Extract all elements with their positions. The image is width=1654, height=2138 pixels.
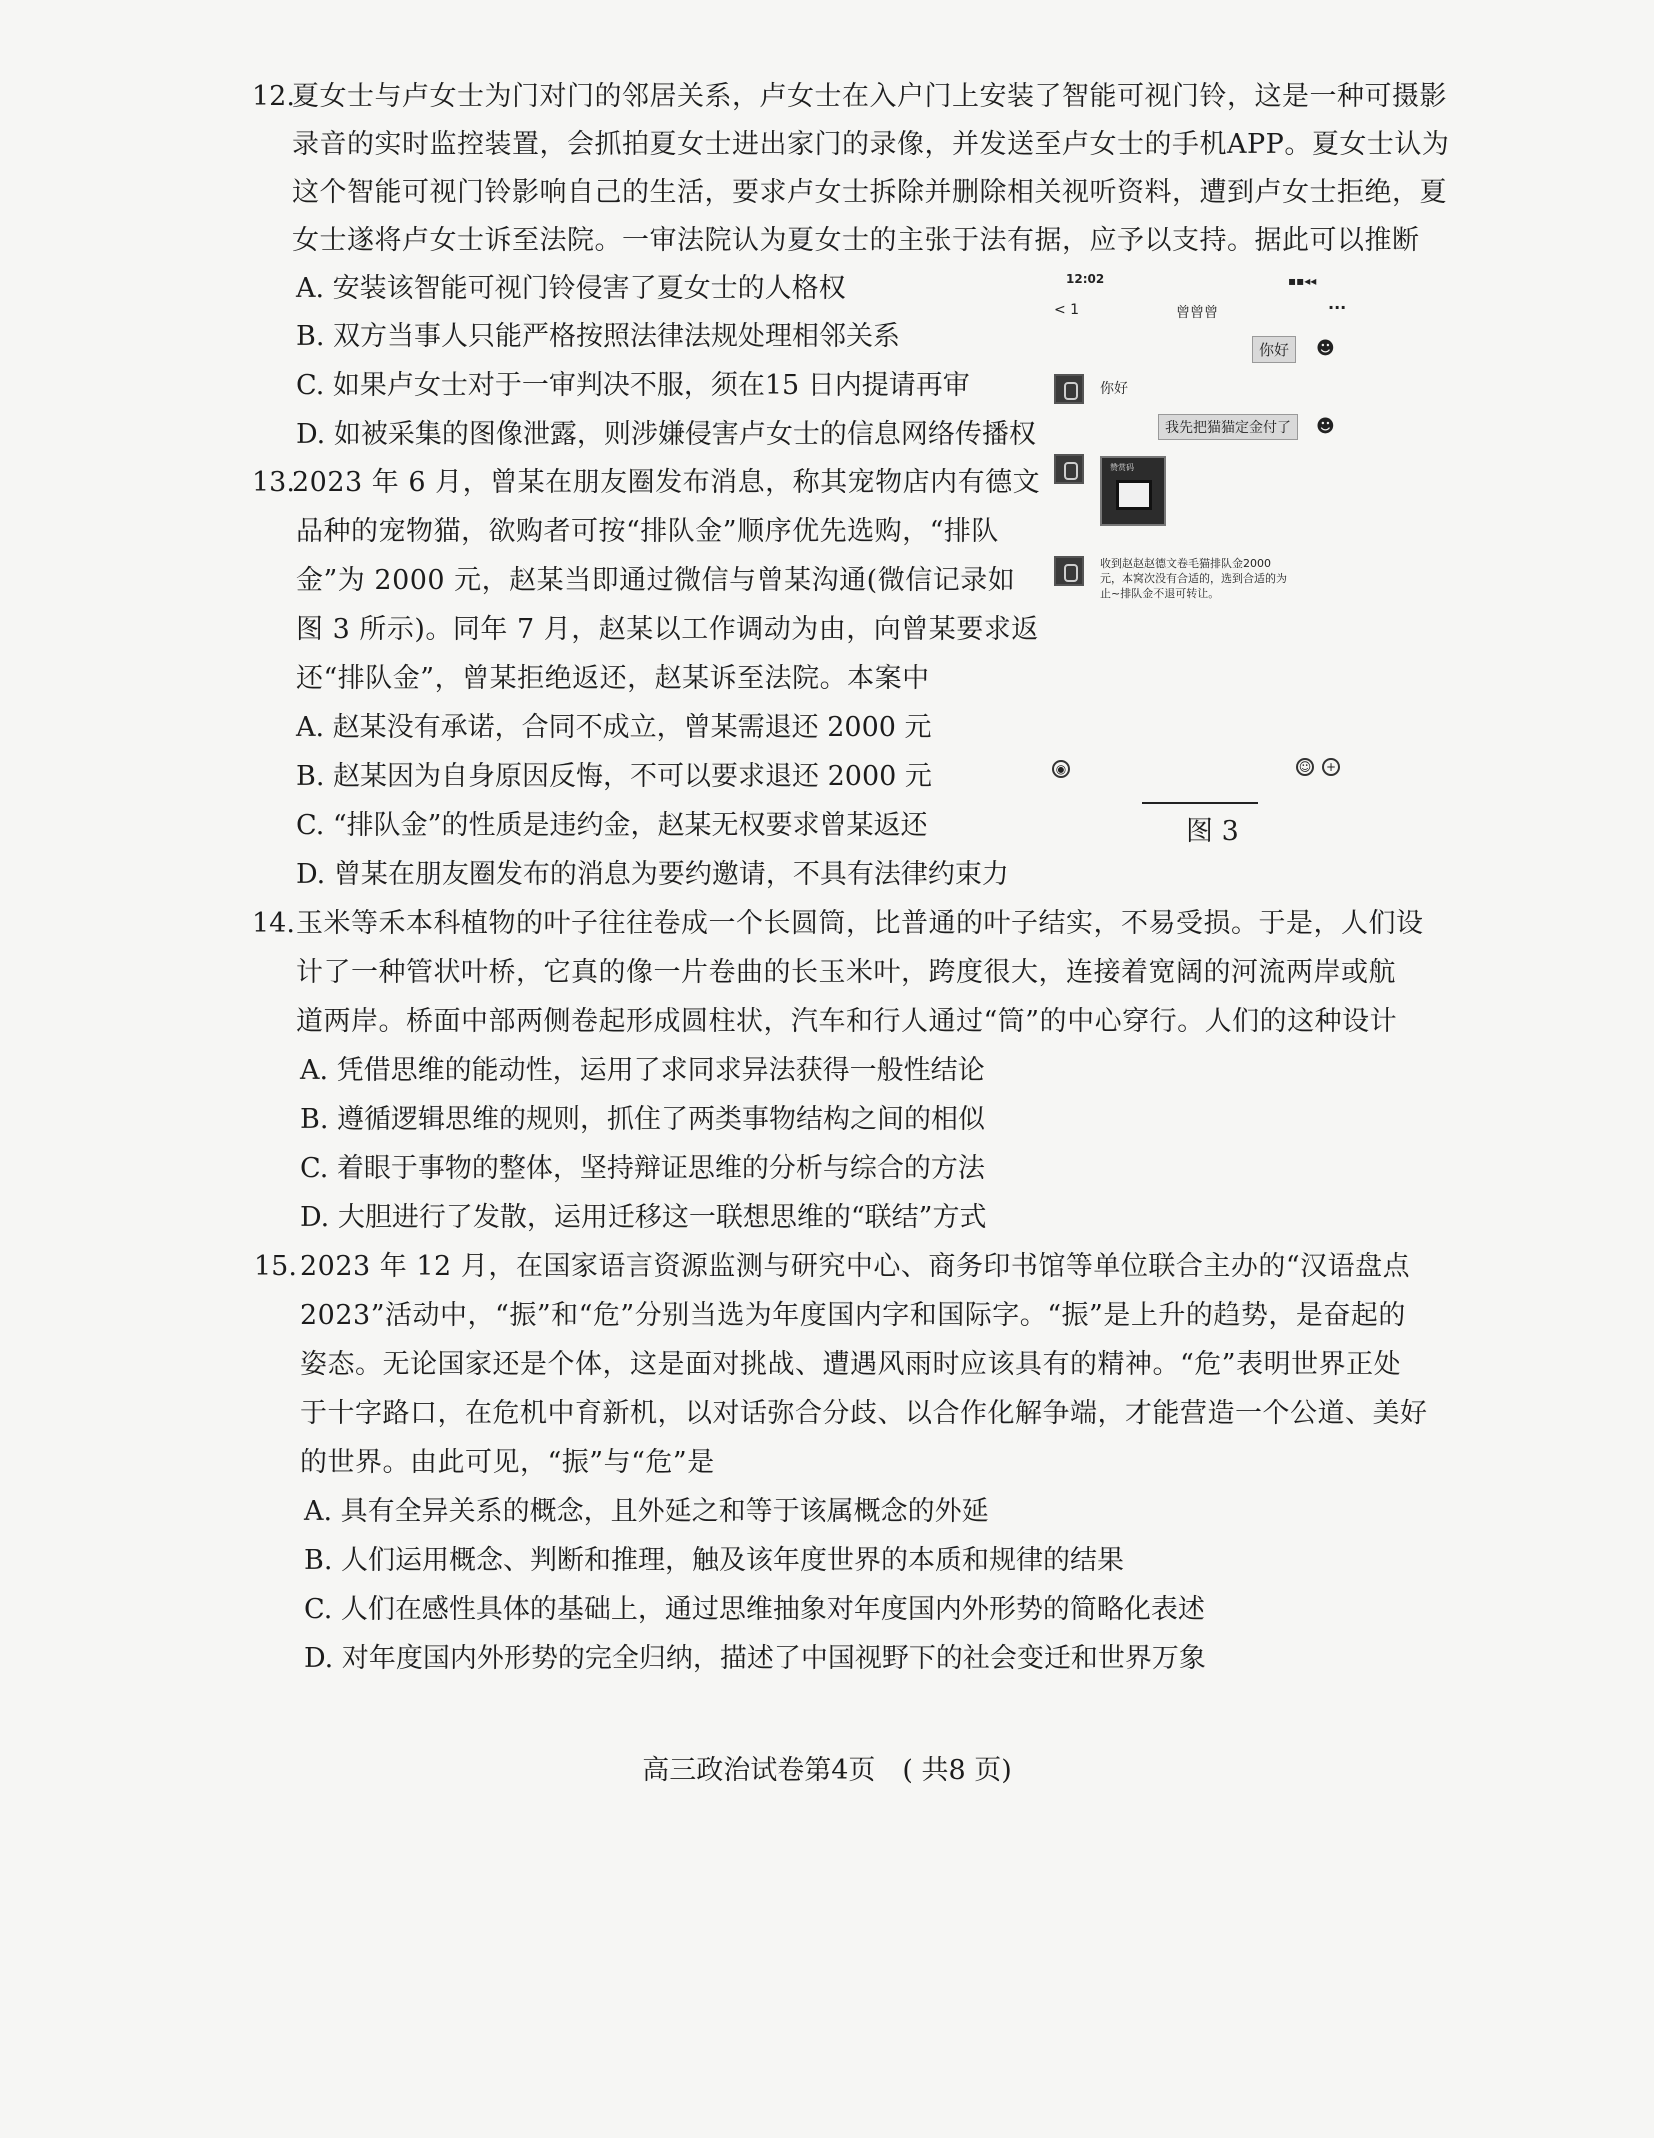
chat-back-icon: < 1 [1054,302,1080,318]
avatar-me-icon: ☻ [1316,338,1335,359]
q12-option-c: C. 如果卢女士对于一审判决不服，须在15 日内提请再审 [296,370,970,401]
chat-contact-name: 曾曾曾 [1176,305,1218,321]
q14-stem-line-3: 道两岸。桥面中部两侧卷起形成圆柱状，汽车和行人通过“筒”的中心穿行。人们的这种设计 [296,1006,1398,1037]
q13-stem-line-5: 还“排队金”，曾某拒绝返还，赵某诉至法院。本案中 [296,663,930,694]
q15-option-d: D. 对年度国内外形势的完全归纳，描述了中国视野下的社会变迁和世界万象 [304,1643,1206,1674]
signal-icon: ▪▪◂◂ [1288,274,1317,288]
emoji-icon: ☺ [1296,758,1314,776]
avatar-other-icon [1054,374,1084,404]
q12-stem-line-2: 录音的实时监控装置，会抓拍夏女士进出家门的录像，并发送至卢女士的手机APP。夏女士认为 [292,129,1450,160]
chat-more-icon: ··· [1328,298,1347,317]
qr-code-icon [1100,456,1166,526]
avatar-other-icon [1054,556,1084,586]
q14-option-d: D. 大胆进行了发散，运用迁移这一联想思维的“联结”方式 [300,1202,987,1233]
q12-option-d: D. 如被采集的图像泄露，则涉嫌侵害卢女士的信息网络传播权 [296,419,1036,450]
q14-option-a: A. 凭借思维的能动性，运用了求同求异法获得一般性结论 [300,1055,985,1086]
avatar-other-icon [1054,454,1084,484]
q15-stem-line-2: 2023”活动中，“振”和“危”分别当选为年度国内字和国际字。“振”是上升的趋势，是奋起的 [300,1300,1406,1331]
q12-number: 12. [252,81,295,112]
avatar-me-icon: ☻ [1316,416,1335,437]
q13-stem-line-3: 金”为 2000 元，赵某当即通过微信与曾某沟通(微信记录如 [296,565,1016,596]
chat-bubble-other-1: 你好 [1100,381,1128,397]
q13-option-c: C. “排队金”的性质是违约金，赵某无权要求曾某返还 [296,810,928,841]
q15-option-b: B. 人们运用概念、判断和推理，触及该年度世界的本质和规律的结果 [304,1545,1125,1576]
q15-number: 15. [254,1251,297,1282]
q12-option-b: B. 双方当事人只能严格按照法律法规处理相邻关系 [296,321,901,352]
q14-option-b: B. 遵循逻辑思维的规则，抓住了两类事物结构之间的相似 [300,1104,986,1135]
q12-option-a: A. 安装该智能可视门铃侵害了夏女士的人格权 [296,273,846,304]
q15-option-c: C. 人们在感性具体的基础上，通过思维抽象对年度国内外形势的简略化表述 [304,1594,1205,1625]
q13-number: 13. [252,467,295,498]
chat-bubble-other-2: 收到赵赵赵德文卷毛猫排队金2000元，本窝次没有合适的，选到合适的为止~排队金不退可转让。 [1100,557,1287,600]
q13-option-d: D. 曾某在朋友圈发布的消息为要约邀请，不具有法律约束力 [296,859,1009,890]
q14-stem-line-2: 计了一种管状叶桥，它真的像一片卷曲的长玉米叶，跨度很大，连接着宽阔的河流两岸或航 [296,957,1396,988]
q13-option-a: A. 赵某没有承诺，合同不成立，曾某需退还 2000 元 [296,712,932,743]
figure-3-caption: 图 3 [1186,816,1239,847]
q14-option-c: C. 着眼于事物的整体，坚持辩证思维的分析与综合的方法 [300,1153,985,1184]
q14-number: 14. [252,908,295,939]
chat-bubble-me-1: 你好 [1252,336,1296,363]
q13-stem-line-1: 2023 年 6 月，曾某在朋友圈发布消息，称其宠物店内有德文 [292,467,1041,498]
qr-pattern [1116,480,1152,510]
voice-icon: ◉ [1052,760,1070,778]
q15-stem-line-5: 的世界。由此可见，“振”与“危”是 [300,1447,715,1478]
figure-caption-rule [1142,802,1258,804]
figure-3-chat-screenshot [1040,268,1370,778]
chat-time: 12:02 [1066,272,1105,286]
q12-stem-line-1: 夏女士与卢女士为门对门的邻居关系，卢女士在入户门上安装了智能可视门铃，这是一种可摄影 [292,81,1447,112]
q15-stem-line-3: 姿态。无论国家还是个体，这是面对挑战、遭遇风雨时应该具有的精神。“危”表明世界正处 [300,1349,1402,1380]
q12-stem-line-3: 这个智能可视门铃影响自己的生活，要求卢女士拆除并删除相关视听资料，遭到卢女士拒绝，夏 [292,177,1447,208]
plus-icon: + [1322,758,1340,776]
q15-stem-line-1: 2023 年 12 月，在国家语言资源监测与研究中心、商务印书馆等单位联合主办的“汉语盘点 [300,1251,1411,1282]
q13-stem-line-2: 品种的宠物猫，欲购者可按“排队金”顺序优先选购，“排队 [296,516,999,547]
chat-bubble-me-2: 我先把猫猫定金付了 [1158,414,1298,440]
page-footer: 高三政治试卷第4页 ( 共8 页) [642,1755,1012,1786]
q12-stem-line-4: 女士遂将卢女士诉至法院。一审法院认为夏女士的主张于法有据，应予以支持。据此可以推断 [292,225,1420,256]
q15-stem-line-4: 于十字路口，在危机中育新机，以对话弥合分歧、以合作化解争端，才能营造一个公道、美好 [300,1398,1428,1429]
q14-stem-line-1: 玉米等禾本科植物的叶子往往卷成一个长圆筒，比普通的叶子结实，不易受损。于是，人们设 [296,908,1424,939]
q15-option-a: A. 具有全异关系的概念，且外延之和等于该属概念的外延 [304,1496,989,1527]
qr-caption: 赞赏码 [1110,463,1134,472]
q13-stem-line-4: 图 3 所示)。同年 7 月，赵某以工作调动为由，向曾某要求返 [296,614,1039,645]
q13-option-b: B. 赵某因为自身原因反悔，不可以要求退还 2000 元 [296,761,932,792]
